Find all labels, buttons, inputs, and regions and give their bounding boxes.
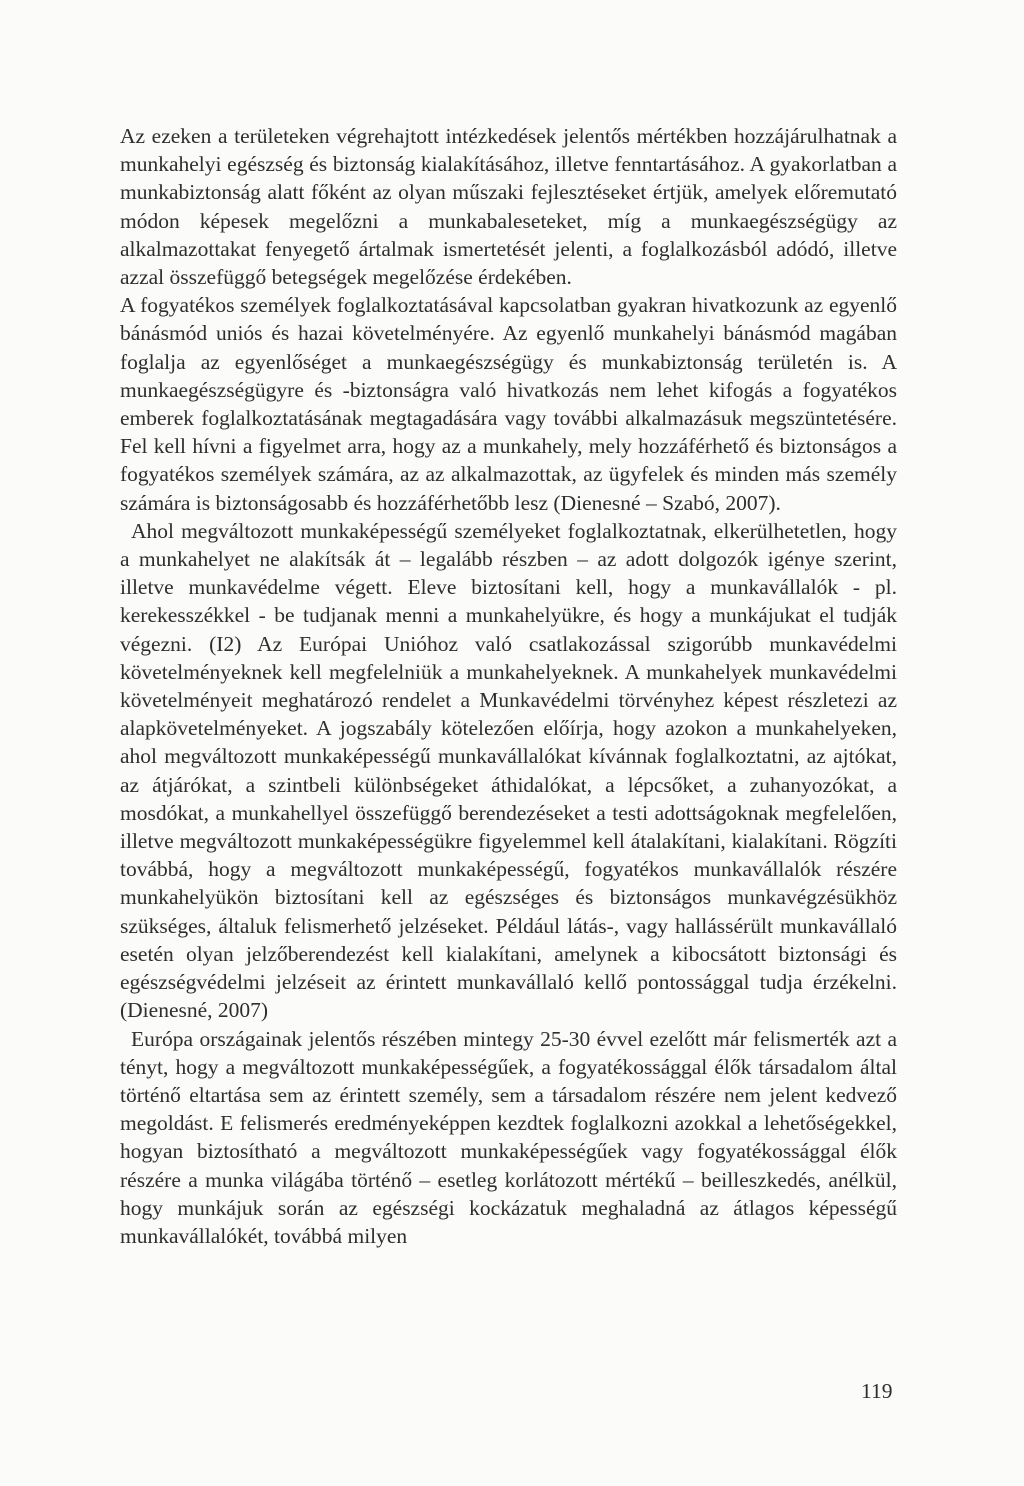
paragraph-3: Ahol megváltozott munkaképességű személyeket foglalkoztatnak, elkerülhetetlen, hogy a munkahelyet ne alakítsák át – legalább részben – az adott dolgozók igénye szerint, illetve munkavédelme végett. Eleve biztosítani kell, hogy a munkavállalók - pl. kerekesszékkel - be tudjanak menni a munkahelyükre, és hogy a munkájukat el tudják végezni. (I2) Az Európai Unióhoz való csatlakozással szigorúbb munkavédelmi követelményeknek kell megfelelniük a munkahelyeknek. A munkahelyek munkavédelmi követelményeit meghatározó rendelet a Munkavédelmi törvényhez képest részletezi az alapkövetelményeket. A jogszabály kötelezően előírja, hogy azokon a munkahelyeken, ahol megváltozott munkaképességű munkavállalókat kívánnak foglalkoztatni, az ajtókat, az átjárókat, a szintbeli különbségeket áthidalókat, a lépcsőket, a zuhanyozókat, a mosdókat, a munkahellyel összefüggő berendezéseket a testi adottságoknak megfelelően, illetve megváltozott munkaképességükre figyelemmel kell átalakítani, kialakítani. Rögzíti továbbá, hogy a megváltozott munkaképességű, fogyatékos munkavállalók részére munkahelyükön biztosítani kell az egészséges és biztonságos munkavégzésükhöz szükséges, általuk felismerhető jelzéseket. Például látás-, vagy hallássérült munkavállaló esetén olyan jelzőberendezést kell kialakítani, amelynek a kibocsátott biztonsági és egészségvédelmi jelzéseit az érintett munkavállaló kellő pontossággal tudja érzékelni. (Dienesné, 2007)	[120, 518, 897, 1023]
body-text	[120, 122, 897, 1250]
page-number: 119	[861, 1379, 893, 1403]
paragraph-1: Az ezeken a területeken végrehajtott intézkedések jelentős mértékben hozzájárulhatnak a munkahelyi egészség és biztonság kialakításához, illetve fenntartásához. A gyakorlatban a munkabiztonság alatt főként az olyan műszaki fejlesztéseket értjük, amelyek előremutató módon képesek megelőzni a munkabaleseteket, míg a munkaegészségügy az alkalmazottakat fenyegető ártalmak ismertetését jelenti, a foglalkozásból adódó, illetve azzal összefüggő betegségek megelőzése érdekében.	[120, 124, 897, 290]
paragraph-2: A fogyatékos személyek foglalkoztatásával kapcsolatban gyakran hivatkozunk az egyenlő bánásmód uniós és hazai követelményére. Az egyenlő munkahelyi bánásmód magában foglalja az egyenlőséget a munkaegészségügy és munkabiztonság területén is. A munkaegészségügyre és -biztonságra való hivatkozás nem lehet kifogás a fogyatékos emberek foglalkoztatásának megtagadására vagy további alkalmazásuk megszüntetésére. Fel kell hívni a figyelmet arra, hogy az a munkahely, mely hozzáférhető és biztonságos a fogyatékos személyek számára, az az alkalmazottak, az ügyfelek és minden más személy számára is biztonságosabb és hozzáférhetőbb lesz (Dienesné – Szabó, 2007).	[120, 293, 897, 515]
paragraph-4: Európa országainak jelentős részében mintegy 25-30 évvel ezelőtt már felismerték azt a tényt, hogy a megváltozott munkaképességűek, a fogyatékossággal élők társadalom által történő eltartása sem az érintett személy, sem a társadalom részére nem jelent kedvező megoldást. E felismerés eredményeképpen kezdtek foglalkozni azokkal a lehetőségekkel, hogyan biztosítható a megváltozott munkaképességűek vagy fogyatékossággal élők részére a munka világába történő – esetleg korlátozott mértékű – beilleszkedés, anélkül, hogy munkájuk során az egészségi kockázatuk meghaladná az átlagos képességű munkavállalókét, továbbá milyen	[120, 1026, 897, 1248]
